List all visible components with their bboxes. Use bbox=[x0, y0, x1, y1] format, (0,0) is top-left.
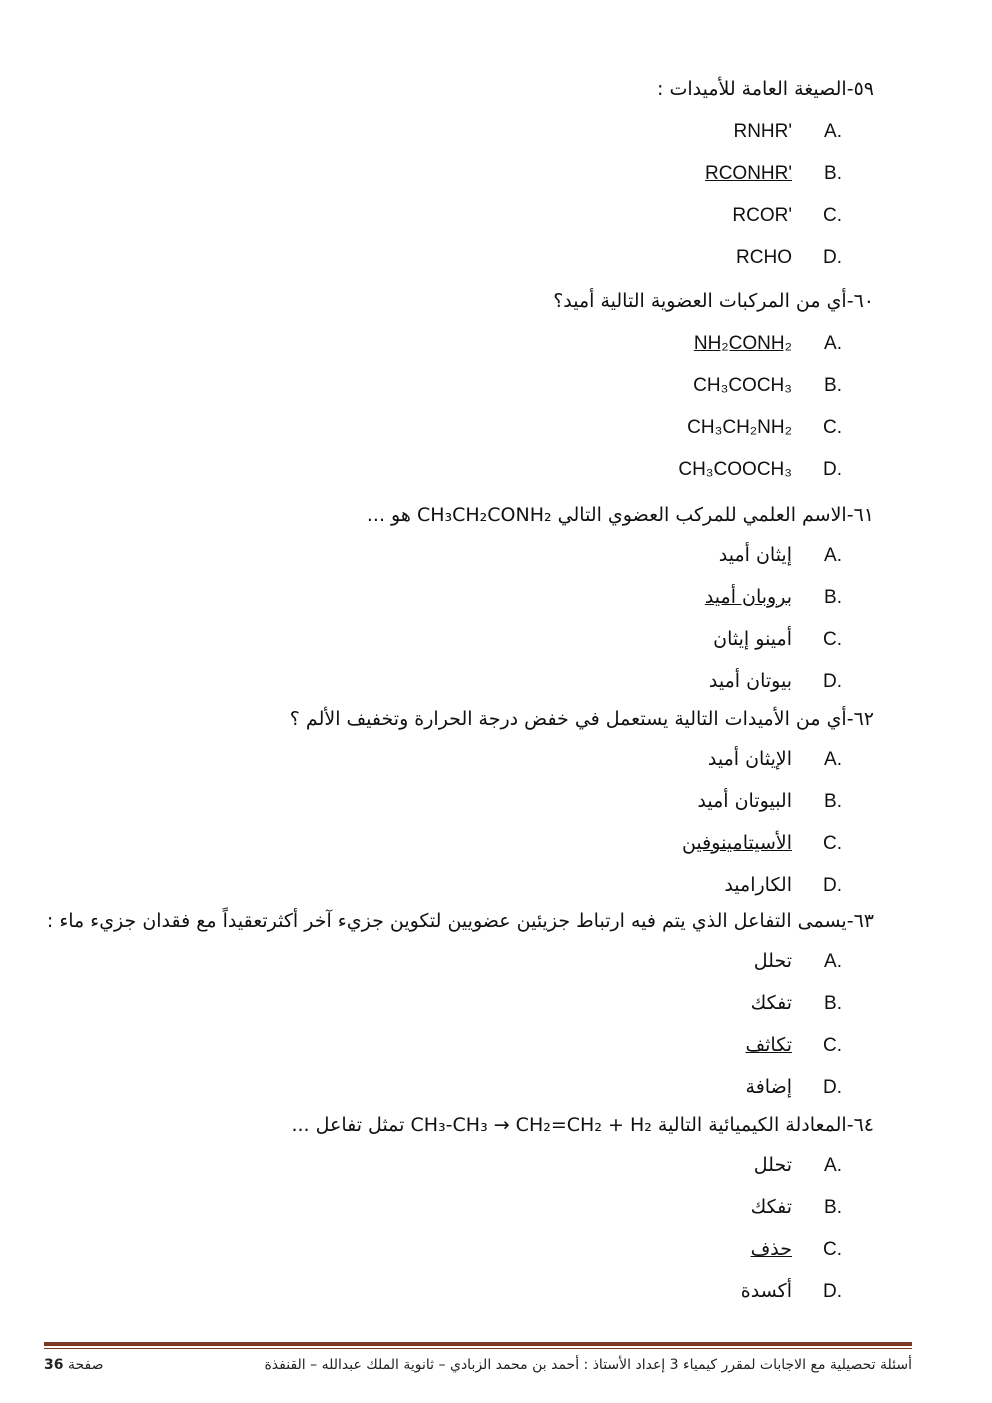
option-letter: D. bbox=[823, 1077, 842, 1098]
option-row bbox=[705, 580, 842, 614]
option-row bbox=[697, 784, 842, 818]
option-row bbox=[751, 1190, 842, 1224]
option-text: CH₃COCH₃ bbox=[693, 375, 792, 396]
question-number: ٦٤- bbox=[846, 1114, 874, 1136]
option-row bbox=[741, 1274, 842, 1308]
option-letter: B. bbox=[824, 1197, 842, 1218]
question-text: الاسم العلمي للمركب العضوي التالي CH₃CH₂CONH₂ هو ... bbox=[366, 504, 847, 526]
option-letter: C. bbox=[823, 629, 842, 650]
option-text: الأسيتامينوفين bbox=[681, 832, 792, 854]
option-text: تفكك bbox=[750, 1196, 792, 1218]
question-number: ٦٠- bbox=[846, 290, 874, 312]
option-row bbox=[746, 1070, 842, 1104]
option-letter: D. bbox=[823, 247, 842, 268]
option-letter: D. bbox=[823, 1281, 842, 1302]
option-letter: C. bbox=[823, 417, 842, 438]
question-number: ٥٩- bbox=[846, 78, 874, 100]
question-6 bbox=[291, 1108, 874, 1142]
option-letter: C. bbox=[823, 833, 842, 854]
option-text: الكاراميد bbox=[724, 874, 792, 896]
option-row bbox=[678, 452, 842, 486]
option-row bbox=[745, 1028, 842, 1062]
option-text: تفكك bbox=[750, 992, 792, 1014]
page-footer bbox=[44, 1352, 912, 1378]
footer-divider bbox=[44, 1342, 912, 1346]
question-text: يسمى التفاعل الذي يتم فيه ارتباط جزيئين عضويين لتكوين جزيء آخر أكثرتعقيداً مع فقدان جزيء ماء : bbox=[46, 910, 847, 932]
option-letter: A. bbox=[824, 545, 842, 566]
option-letter: D. bbox=[823, 671, 842, 692]
option-row bbox=[713, 622, 842, 656]
question-3 bbox=[367, 498, 874, 532]
option-row bbox=[754, 1148, 842, 1182]
option-letter: A. bbox=[824, 1155, 842, 1176]
option-text: بروبان أميد bbox=[704, 586, 792, 608]
option-text: تحلل bbox=[753, 1154, 792, 1176]
option-text: RCONHR' bbox=[704, 163, 792, 184]
question-number: ٦٢- bbox=[846, 708, 874, 730]
question-4 bbox=[290, 702, 874, 736]
option-letter: C. bbox=[823, 1035, 842, 1056]
option-text: RCOR' bbox=[732, 205, 792, 226]
page-number: 36 bbox=[44, 1357, 64, 1373]
option-row bbox=[705, 156, 842, 190]
option-text: RNHR' bbox=[733, 121, 792, 142]
option-text: RCHO bbox=[736, 247, 792, 268]
option-row bbox=[693, 368, 842, 402]
option-letter: B. bbox=[824, 375, 842, 396]
option-row bbox=[754, 944, 842, 978]
option-row bbox=[687, 410, 842, 444]
option-text: البيوتان أميد bbox=[697, 790, 792, 812]
option-row bbox=[708, 742, 842, 776]
option-row bbox=[724, 868, 842, 902]
option-letter: A. bbox=[824, 333, 842, 354]
option-letter: C. bbox=[823, 1239, 842, 1260]
footer-text: أسئلة تحصيلية مع الاجابات لمقرر كيمياء 3 إعداد الأستاذ : أحمد بن محمد الزبادي – ثانوية الملك عبدالله – القنفذة bbox=[264, 1357, 912, 1373]
question-text: أي من المركبات العضوية التالية أميد؟ bbox=[553, 290, 847, 312]
question-number: ٦٣- bbox=[846, 910, 874, 932]
option-row bbox=[682, 826, 842, 860]
option-text: تحلل bbox=[753, 950, 792, 972]
option-text: إضافة bbox=[745, 1076, 792, 1098]
option-text: CH₃CH₂NH₂ bbox=[687, 417, 792, 438]
option-row bbox=[719, 538, 842, 572]
question-1 bbox=[657, 72, 874, 106]
option-row bbox=[733, 114, 842, 148]
option-text: إيثان أميد bbox=[718, 544, 792, 566]
option-letter: B. bbox=[824, 587, 842, 608]
option-row bbox=[736, 240, 842, 274]
question-text: الصيغة العامة للأميدات : bbox=[657, 78, 847, 100]
option-letter: B. bbox=[824, 993, 842, 1014]
option-letter: D. bbox=[823, 459, 842, 480]
question-text: المعادلة الكيميائية التالية CH₃-CH₃ → CH₂=CH₂ + H₂ تمثل تفاعل ... bbox=[291, 1114, 847, 1136]
option-text: الإيثان أميد bbox=[707, 748, 792, 770]
option-letter: A. bbox=[824, 121, 842, 142]
option-row bbox=[751, 986, 842, 1020]
option-letter: D. bbox=[823, 875, 842, 896]
option-letter: C. bbox=[823, 205, 842, 226]
option-text: بيوتان أميد bbox=[708, 670, 792, 692]
question-number: ٦١- bbox=[846, 504, 874, 526]
option-text: NH₂CONH₂ bbox=[693, 333, 792, 354]
option-text: حذف bbox=[750, 1238, 792, 1260]
option-text: تكاثف bbox=[745, 1034, 792, 1056]
option-text: أكسدة bbox=[740, 1280, 792, 1302]
footer-divider-thin bbox=[44, 1348, 912, 1349]
option-row bbox=[709, 664, 842, 698]
question-2 bbox=[553, 284, 874, 318]
option-row bbox=[732, 198, 842, 232]
option-row bbox=[694, 326, 842, 360]
option-letter: A. bbox=[824, 951, 842, 972]
question-text: أي من الأميدات التالية يستعمل في خفض درجة الحرارة وتخفيف الألم ؟ bbox=[289, 708, 847, 730]
option-letter: B. bbox=[824, 163, 842, 184]
page-label: صفحة bbox=[67, 1357, 104, 1373]
question-5 bbox=[47, 904, 874, 938]
option-text: أمينو إيثان bbox=[713, 628, 792, 650]
option-text: CH₃COOCH₃ bbox=[678, 459, 792, 480]
option-letter: A. bbox=[824, 749, 842, 770]
option-letter: B. bbox=[824, 791, 842, 812]
option-row bbox=[751, 1232, 842, 1266]
page-number-block bbox=[44, 1352, 103, 1378]
